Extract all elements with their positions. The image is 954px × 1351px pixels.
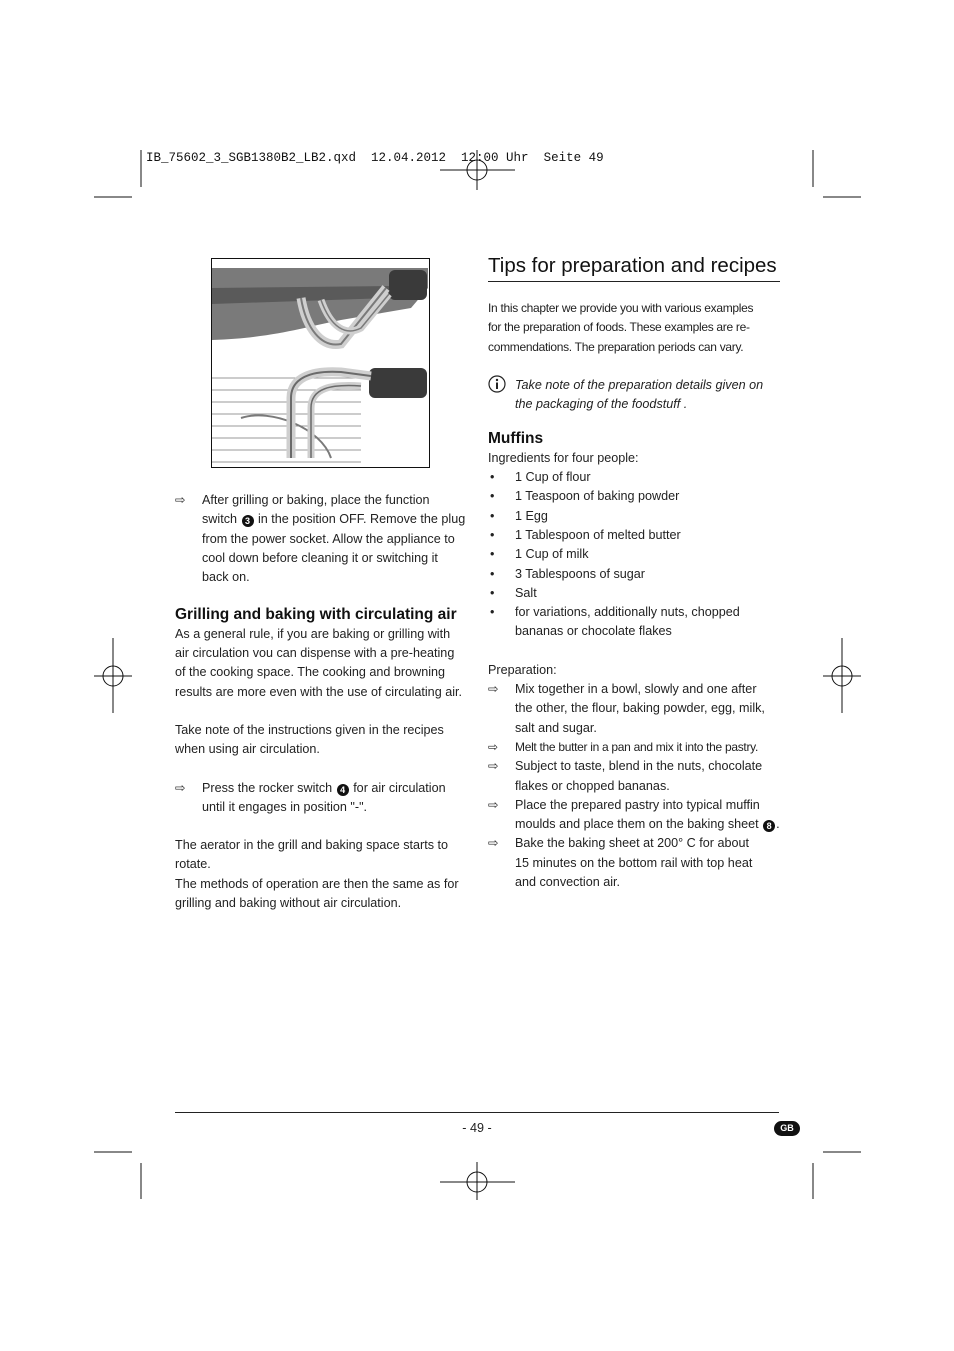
prep-step-1: ⇨ Mix together in a bowl, slowly and one after the other, the flour, baking powder, egg, milk, salt and sugar. [488,682,765,735]
left-column [175,491,470,913]
prep-step-3: ⇨ Subject to taste, blend in the nuts, chocolate flakes or chopped bananas. [488,759,763,793]
right-column [488,299,783,892]
arrow-right-outline-icon: ⇨ [175,780,186,795]
ref-number-3: 3 [242,515,254,527]
list-item: • 1 Cup of milk [490,547,589,562]
list-item: • 1 Cup of flour [490,470,591,485]
ref-number-4: 4 [337,784,349,796]
prep-step-2: ⇨ Melt the butter in a pan and mix it into the pastry. [488,738,783,757]
circulating-intro: As a general rule, if you are baking or grilling with air circulation vou can dispense with a pre-heating of the cooking space. The cooking and browning results are more even with the use of circulating air. [175,626,462,699]
print-slug: IB_75602_3_SGB1380B2_LB2.qxd 12.04.2012 12:00 Uhr Seite 49 [146,151,604,165]
aerator-text: The aerator in the grill and baking space starts to rotate. The methods of operation are then the same as for grilling and baking without air circulation. [175,838,459,911]
arrow-right-outline-icon: ⇨ [488,836,499,851]
footer-rule [175,1112,779,1113]
preparation-label: Preparation: [488,662,557,677]
page-number: - 49 - [462,1121,492,1135]
arrow-right-outline-icon: ⇨ [488,739,498,754]
list-item: • for variations, additionally nuts, chopped bananas or chocolate flakes [490,605,740,639]
info-note: Take note of the preparation details given on the packaging of the foodstuff . [488,376,783,415]
page-title: Tips for preparation and recipes [488,254,780,282]
grill-handle-illustration [211,258,430,468]
list-item: • 1 Egg [490,508,548,523]
prep-step-4: ⇨ Place the prepared pastry into typical muffin moulds and place them on the baking sheet 8 . [488,797,780,832]
ingredients-list [488,468,783,642]
step-off: ⇨ After grilling or baking, place the function switch 3 in the position OFF. Remove the plug from the power socket. Allow the appliance to cool down before cleaning it or switching it back on. [175,493,466,585]
recipes-note: Take note of the instructions given in the recipes when using air circulation. [175,722,444,757]
step-rocker: ⇨ Press the rocker switch 4 for air circulation until it engages in position "-". [175,780,446,814]
circulating-heading: Grilling and baking with circulating air [175,606,457,624]
list-item: • 1 Tablespoon of melted butter [490,527,681,542]
arrow-right-outline-icon: ⇨ [488,682,499,697]
ref-number-8: 8 [763,820,775,832]
arrow-right-outline-icon: ⇨ [488,759,499,774]
muffins-heading: Muffins [488,430,544,448]
list-item: • 3 Tablespoons of sugar [490,566,645,581]
arrow-right-outline-icon: ⇨ [175,493,186,507]
arrow-right-outline-icon: ⇨ [488,797,499,812]
list-item: • Salt [490,585,537,600]
prep-step-5: ⇨ Bake the baking sheet at 200° C for about 15 minutes on the bottom rail with top heat and convection air. [488,836,753,890]
country-badge: GB [774,1121,800,1136]
intro-text: In this chapter we provide you with various examples for the preparation of foods. These examples are re- commendations. The preparation periods can vary. [488,301,754,354]
ingredients-label: Ingredients for four people: [488,450,639,465]
list-item: • 1 Teaspoon of baking powder [490,489,680,504]
info-circle-icon [488,375,504,399]
